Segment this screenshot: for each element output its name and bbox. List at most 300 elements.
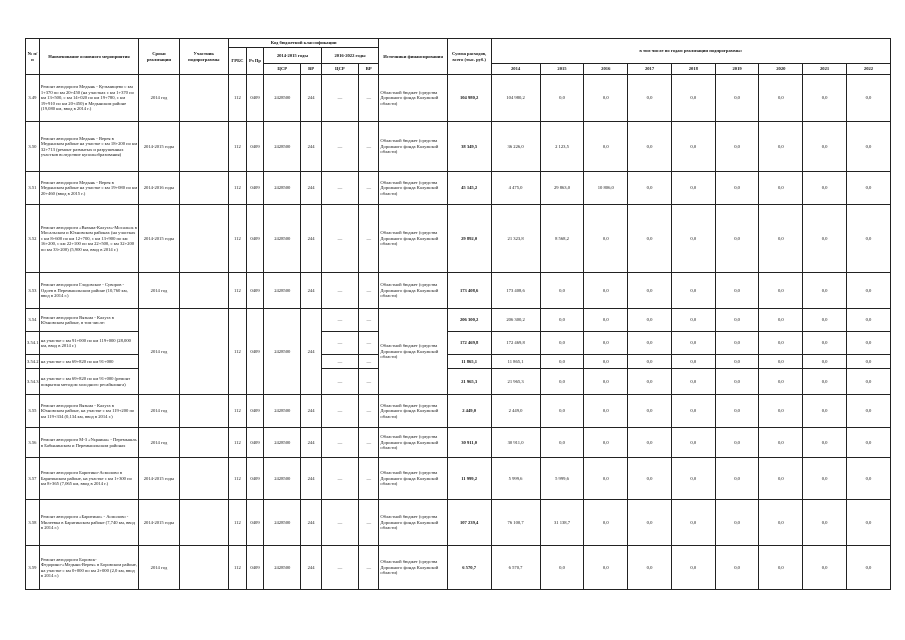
row-year-2020: 0,0 [759,205,803,273]
row-year-2017: 0,0 [628,309,672,332]
row-grbs: 112 [228,122,246,172]
row-vr: 244 [301,309,321,395]
row-grbs: 112 [228,546,246,590]
row-csr: 2428500 [264,172,301,205]
row-number: 3.51 [26,172,40,205]
row-csr: 2428500 [264,428,301,458]
row-year-2022: 0,0 [846,122,890,172]
row-year-2019: 0,0 [715,122,759,172]
row-year-2021: 0,0 [803,75,847,122]
row-name: на участке с км 69+820 по км 91+000 [39,355,138,369]
row-year-2018: 0,0 [671,75,715,122]
row-terms: 2014 год [139,75,180,122]
row-vr: 244 [301,395,321,428]
row-year-2018: 0,0 [671,332,715,355]
row-year-2016: 0,0 [584,122,628,172]
row-rzpr: 0409 [246,546,263,590]
row-source: Областной бюджет (средства Дорожного фонда Калужской области) [379,395,447,428]
row-csr2: — [321,273,358,309]
row-year-2019: 0,0 [715,332,759,355]
row-number: 3.55 [26,395,40,428]
row-year-2021: 0,0 [803,395,847,428]
row-terms: 2014-2015 годы [139,205,180,273]
row-participant [179,500,228,546]
row-year-2020: 0,0 [759,75,803,122]
row-year-2017: 0,0 [628,205,672,273]
row-year-2018: 0,0 [671,546,715,590]
row-year-2015: 0,0 [540,355,584,369]
row-sum: 29 892,0 [447,205,491,273]
row-year-2016: 10 806,0 [584,172,628,205]
row-sum: 107 239,4 [447,500,491,546]
row-year-2014: 172 469,8 [491,332,540,355]
row-year-2015: 0,0 [540,273,584,309]
row-year-2021: 0,0 [803,205,847,273]
table-row [26,395,891,428]
row-sum: 6 570,7 [447,546,491,590]
row-rzpr: 0409 [246,172,263,205]
col-csr2: ЦСР [321,64,358,75]
row-name: Ремонт автодороги Баритино-Асмолово в Барятинском районе, на участке с км 1+300 по км 8+365 (7,065 км, ввод в 2014 г.) [39,458,138,500]
row-sum: 45 145,2 [447,172,491,205]
row-vr2: — [359,75,379,122]
row-year-2018: 0,0 [671,500,715,546]
row-terms: 2014 год [139,309,180,395]
row-year-2022: 0,0 [846,309,890,332]
document-page [25,38,895,638]
row-number: 3.54.2 [26,355,40,369]
row-participant [179,309,228,395]
row-name: на участке с км 91+000 по км 119+000 (28,000 км, ввод в 2014 г.) [39,332,138,355]
row-year-2022: 0,0 [846,172,890,205]
table-row [26,273,891,309]
row-year-2015: 0,0 [540,395,584,428]
row-year-2015: 8 568,2 [540,205,584,273]
row-year-2019: 0,0 [715,75,759,122]
row-csr2: — [321,369,358,395]
col-name: Наименование основного мероприятия [39,39,138,75]
row-terms: 2014-2015 годы [139,500,180,546]
row-vr2: — [359,332,379,355]
row-csr2: — [321,546,358,590]
row-sum: 11 865,1 [447,355,491,369]
row-csr: 2428500 [264,122,301,172]
table-row [26,546,891,590]
row-year-2018: 0,0 [671,205,715,273]
row-year-2022: 0,0 [846,75,890,122]
row-vr: 244 [301,458,321,500]
row-csr: 2428500 [264,309,301,395]
col-2014-2015: 2014-2015 годы [264,48,322,64]
table-row [26,458,891,500]
row-vr2: — [359,273,379,309]
row-name: Ремонт автодороги Вязьма - Калуга в Юхновском районе, на участке с км 119+200 по км 119+334 (0,134 км, ввод в 2014 г.) [39,395,138,428]
row-year-2018: 0,0 [671,355,715,369]
row-rzpr: 0409 [246,205,263,273]
row-year-2015: 29 863,0 [540,172,584,205]
row-year-2016: 0,0 [584,458,628,500]
row-year-2022: 0,0 [846,332,890,355]
row-year-2017: 0,0 [628,395,672,428]
row-year-2017: 0,0 [628,458,672,500]
row-source: Областной бюджет (средства Дорожного фонда Калужской области) [379,122,447,172]
row-year-2020: 0,0 [759,369,803,395]
row-vr2: — [359,428,379,458]
row-grbs: 112 [228,428,246,458]
row-number: 3.54.3 [26,369,40,395]
row-number: 3.54.1 [26,332,40,355]
row-rzpr: 0409 [246,458,263,500]
row-year-2018: 0,0 [671,172,715,205]
row-csr: 2428500 [264,273,301,309]
row-vr2: — [359,500,379,546]
row-vr2: — [359,205,379,273]
row-grbs: 112 [228,309,246,395]
row-year-2021: 0,0 [803,546,847,590]
row-vr: 244 [301,122,321,172]
row-participant [179,205,228,273]
row-year-2015: 0,0 [540,332,584,355]
row-year-2021: 0,0 [803,500,847,546]
col-year-2015: 2015 [540,64,584,75]
row-year-2016: 0,0 [584,332,628,355]
row-name: на участке с км 69+820 по км 91+000 (ремонт покрытия методом холодного ресайклинга) [39,369,138,395]
row-year-2022: 0,0 [846,395,890,428]
col-sum: Сумма расходов, всего (тыс. руб.) [447,39,491,75]
row-year-2020: 0,0 [759,428,803,458]
row-year-2021: 0,0 [803,428,847,458]
row-vr2: — [359,395,379,428]
row-year-2017: 0,0 [628,172,672,205]
row-year-2021: 0,0 [803,172,847,205]
row-csr2: — [321,428,358,458]
program-table [25,38,891,590]
row-number: 3.54 [26,309,40,332]
row-year-2016: 0,0 [584,369,628,395]
row-participant [179,546,228,590]
row-year-2022: 0,0 [846,355,890,369]
row-sum: 11 999,2 [447,458,491,500]
row-csr: 2428500 [264,395,301,428]
row-sum: 172 469,8 [447,332,491,355]
row-year-2015: 0,0 [540,369,584,395]
col-sources: Источники финансирования [379,39,447,75]
row-year-2022: 0,0 [846,500,890,546]
row-name: Ремонт автодороги М-3 «Украина» - Перемышль в Бабынинском и Перемышльском районах [39,428,138,458]
row-year-2014: 30 911,0 [491,428,540,458]
row-year-2021: 0,0 [803,332,847,355]
col-participant: Участник подпрограммы [179,39,228,75]
row-year-2020: 0,0 [759,500,803,546]
table-row [26,428,891,458]
row-number: 3.57 [26,458,40,500]
row-grbs: 112 [228,205,246,273]
row-year-2022: 0,0 [846,369,890,395]
row-terms: 2014-2015 годы [139,458,180,500]
table-row [26,205,891,273]
row-sum: 30 911,0 [447,428,491,458]
row-name: Ремонт автодороги Медынь - Кузьмищево с км 1+370 по км 20+450 (на участках с км 1+370 по км 13+500, с км 14+020 по км 19+780, с км 19+910 по км 20+450) в Медынском районе (19,080 км, ввод в 2014 г.) [39,75,138,122]
row-name: Ремонт автодороги «Баритино» - Асмолово - Милеевка в Барятинском районе (7,740 км, ввод в 2014 г.) [39,500,138,546]
row-number: 3.53 [26,273,40,309]
col-2016-2022: 2016-2022 годы [321,48,379,64]
row-rzpr: 0409 [246,309,263,395]
row-year-2015: 0,0 [540,428,584,458]
row-csr: 2428500 [264,75,301,122]
row-sum: 21 965,3 [447,369,491,395]
row-year-2019: 0,0 [715,458,759,500]
row-year-2019: 0,0 [715,355,759,369]
row-csr2: — [321,75,358,122]
col-year-2017: 2017 [628,64,672,75]
row-sum: 173 408,6 [447,273,491,309]
row-vr2: — [359,369,379,395]
row-csr2: — [321,172,358,205]
row-number: 3.59 [26,546,40,590]
row-vr2: — [359,172,379,205]
row-vr2: — [359,546,379,590]
row-csr: 2428500 [264,205,301,273]
row-rzpr: 0409 [246,395,263,428]
row-year-2015: 0,0 [540,546,584,590]
row-year-2014: 206 300,2 [491,309,540,332]
row-year-2018: 0,0 [671,309,715,332]
row-year-2017: 0,0 [628,75,672,122]
table-row [26,172,891,205]
row-year-2016: 0,0 [584,273,628,309]
row-vr: 244 [301,172,321,205]
row-vr2: — [359,122,379,172]
row-sum: 2 449,0 [447,395,491,428]
row-terms: 2014 год [139,428,180,458]
row-year-2021: 0,0 [803,369,847,395]
row-year-2018: 0,0 [671,273,715,309]
row-sum: 104 980,2 [447,75,491,122]
row-csr2: — [321,355,358,369]
row-year-2020: 0,0 [759,172,803,205]
row-year-2014: 4 475,0 [491,172,540,205]
row-year-2017: 0,0 [628,122,672,172]
row-year-2022: 0,0 [846,205,890,273]
row-year-2019: 0,0 [715,500,759,546]
row-year-2018: 0,0 [671,122,715,172]
col-terms: Сроки реализации [139,39,180,75]
row-year-2018: 0,0 [671,395,715,428]
row-rzpr: 0409 [246,428,263,458]
row-year-2016: 0,0 [584,500,628,546]
row-year-2021: 0,0 [803,309,847,332]
row-year-2015: 31 138,7 [540,500,584,546]
row-grbs: 112 [228,395,246,428]
row-csr2: — [321,458,358,500]
row-csr2: — [321,122,358,172]
table-header [26,39,891,75]
row-sum: 206 300,2 [447,309,491,332]
row-rzpr: 0409 [246,122,263,172]
row-rzpr: 0409 [246,75,263,122]
col-budget-code: Код бюджетной классификации [228,39,379,48]
col-grbs: ГРБС [228,48,246,75]
row-csr2: — [321,205,358,273]
row-number: 3.52 [26,205,40,273]
row-source: Областной бюджет (средства Дорожного фонда Калужской области) [379,546,447,590]
row-year-2020: 0,0 [759,273,803,309]
table-row [26,122,891,172]
row-year-2016: 0,0 [584,355,628,369]
row-source: Областной бюджет (средства Дорожного фонда Калужской области) [379,75,447,122]
col-year-2018: 2018 [671,64,715,75]
row-grbs: 112 [228,273,246,309]
row-csr: 2428500 [264,458,301,500]
row-year-2022: 0,0 [846,458,890,500]
row-year-2020: 0,0 [759,122,803,172]
row-source: Областной бюджет (средства Дорожного фонда Калужской области) [379,500,447,546]
row-name: Ремонт автодороги Глодовское - Суворов - Одоев в Перемышльском районе (10,760 км, ввод в 2014 г.) [39,273,138,309]
row-vr: 244 [301,75,321,122]
row-source: Областной бюджет (средства Дорожного фонда Калужской области) [379,428,447,458]
row-year-2019: 0,0 [715,369,759,395]
row-year-2014: 5 999,6 [491,458,540,500]
row-grbs: 112 [228,458,246,500]
row-number: 3.56 [26,428,40,458]
row-year-2016: 0,0 [584,309,628,332]
row-participant [179,172,228,205]
row-year-2014: 2 449,0 [491,395,540,428]
row-participant [179,458,228,500]
col-num: № п/п [26,39,40,75]
row-terms: 2014 год [139,546,180,590]
row-year-2020: 0,0 [759,309,803,332]
row-year-2018: 0,0 [671,369,715,395]
row-vr2: — [359,309,379,332]
row-year-2014: 21 323,8 [491,205,540,273]
row-participant [179,395,228,428]
row-year-2014: 21 965,3 [491,369,540,395]
col-csr: ЦСР [264,64,301,75]
row-year-2017: 0,0 [628,355,672,369]
col-year-2022: 2022 [846,64,890,75]
row-year-2014: 104 980,2 [491,75,540,122]
row-year-2021: 0,0 [803,122,847,172]
row-terms: 2014-2015 годы [139,122,180,172]
row-source: Областной бюджет (средства Дорожного фонда Калужской области) [379,205,447,273]
row-csr: 2428500 [264,500,301,546]
row-year-2017: 0,0 [628,546,672,590]
row-csr2: — [321,500,358,546]
row-year-2021: 0,0 [803,355,847,369]
row-year-2020: 0,0 [759,355,803,369]
col-by-years: в том числе по годам реализации подпрограммы: [491,39,890,64]
row-vr: 244 [301,546,321,590]
row-rzpr: 0409 [246,500,263,546]
row-number: 3.49 [26,75,40,122]
row-year-2019: 0,0 [715,428,759,458]
row-vr: 244 [301,273,321,309]
row-year-2021: 0,0 [803,273,847,309]
row-year-2016: 0,0 [584,546,628,590]
row-csr: 2428500 [264,546,301,590]
row-year-2021: 0,0 [803,458,847,500]
row-year-2014: 76 100,7 [491,500,540,546]
row-vr2: — [359,458,379,500]
row-source: Областной бюджет (средства Дорожного фонда Калужской области) [379,273,447,309]
table-row [26,309,891,332]
row-rzpr: 0409 [246,273,263,309]
row-terms: 2014 год [139,273,180,309]
row-number: 3.58 [26,500,40,546]
row-year-2014: 6 570,7 [491,546,540,590]
row-csr2: — [321,332,358,355]
row-name: Ремонт автодороги Медынь - Верея в Медынском районе на участке с км 18+200 по км 32+713 (ремонт размытых и разрушенных участков вследствие купольобразования) [39,122,138,172]
row-name: Ремонт автодороги Боровск-Федорино-«Медынь-Верея» в Боровском районе, на участке с км 0+000 по км 2+000 (2,0 км, ввод в 2014 г.) [39,546,138,590]
table-body [26,75,891,590]
row-year-2020: 0,0 [759,332,803,355]
row-year-2018: 0,0 [671,458,715,500]
row-participant [179,273,228,309]
row-vr2: — [359,355,379,369]
row-vr: 244 [301,205,321,273]
row-year-2015: 5 999,6 [540,458,584,500]
row-year-2016: 0,0 [584,395,628,428]
row-year-2019: 0,0 [715,172,759,205]
row-year-2022: 0,0 [846,428,890,458]
col-year-2019: 2019 [715,64,759,75]
row-grbs: 112 [228,500,246,546]
col-vr2: ВР [359,64,379,75]
row-year-2019: 0,0 [715,205,759,273]
col-year-2021: 2021 [803,64,847,75]
row-year-2014: 173 408,6 [491,273,540,309]
row-name: Ремонт автодороги Медынь - Верея в Медынском районе на участке с км 19+080 по км 20+460 (ввод в 2015 г.) [39,172,138,205]
row-vr: 244 [301,428,321,458]
row-year-2020: 0,0 [759,395,803,428]
row-csr2: — [321,309,358,332]
row-year-2019: 0,0 [715,546,759,590]
row-source: Областной бюджет (средства Дорожного фонда Калужской области) [379,309,447,395]
row-year-2014: 11 865,1 [491,355,540,369]
row-sum: 38 349,5 [447,122,491,172]
row-year-2017: 0,0 [628,500,672,546]
row-name: Ремонт автодороги «Вязьма-Калуга»-Мосальск в Мосальском и Юхновском районах (на участках с км 8+600 по км 12+700, с км 13+900 по км 16+200, с км 22+100 по км 22+500, с км 32+200 по км 33+200) (5,900 км, ввод в 2014 г.) [39,205,138,273]
table-row [26,500,891,546]
row-number: 3.50 [26,122,40,172]
col-year-2020: 2020 [759,64,803,75]
row-year-2014: 36 226,0 [491,122,540,172]
row-year-2017: 0,0 [628,273,672,309]
row-year-2020: 0,0 [759,546,803,590]
row-terms: 2014 год [139,395,180,428]
row-year-2022: 0,0 [846,546,890,590]
row-year-2019: 0,0 [715,395,759,428]
col-year-2016: 2016 [584,64,628,75]
row-vr: 244 [301,500,321,546]
row-year-2019: 0,0 [715,309,759,332]
row-year-2017: 0,0 [628,428,672,458]
col-vr: ВР [301,64,321,75]
row-year-2015: 0,0 [540,309,584,332]
row-csr2: — [321,395,358,428]
row-year-2019: 0,0 [715,273,759,309]
row-year-2017: 0,0 [628,369,672,395]
row-year-2017: 0,0 [628,332,672,355]
row-source: Областной бюджет (средства Дорожного фонда Калужской области) [379,458,447,500]
row-year-2016: 0,0 [584,428,628,458]
row-source: Областной бюджет (средства Дорожного фонда Калужской области) [379,172,447,205]
table-row [26,75,891,122]
row-name: Ремонт автодороги Вязьма - Калуга в Юхновском районе, в том числе: [39,309,138,332]
row-participant [179,122,228,172]
col-year-2014: 2014 [491,64,540,75]
